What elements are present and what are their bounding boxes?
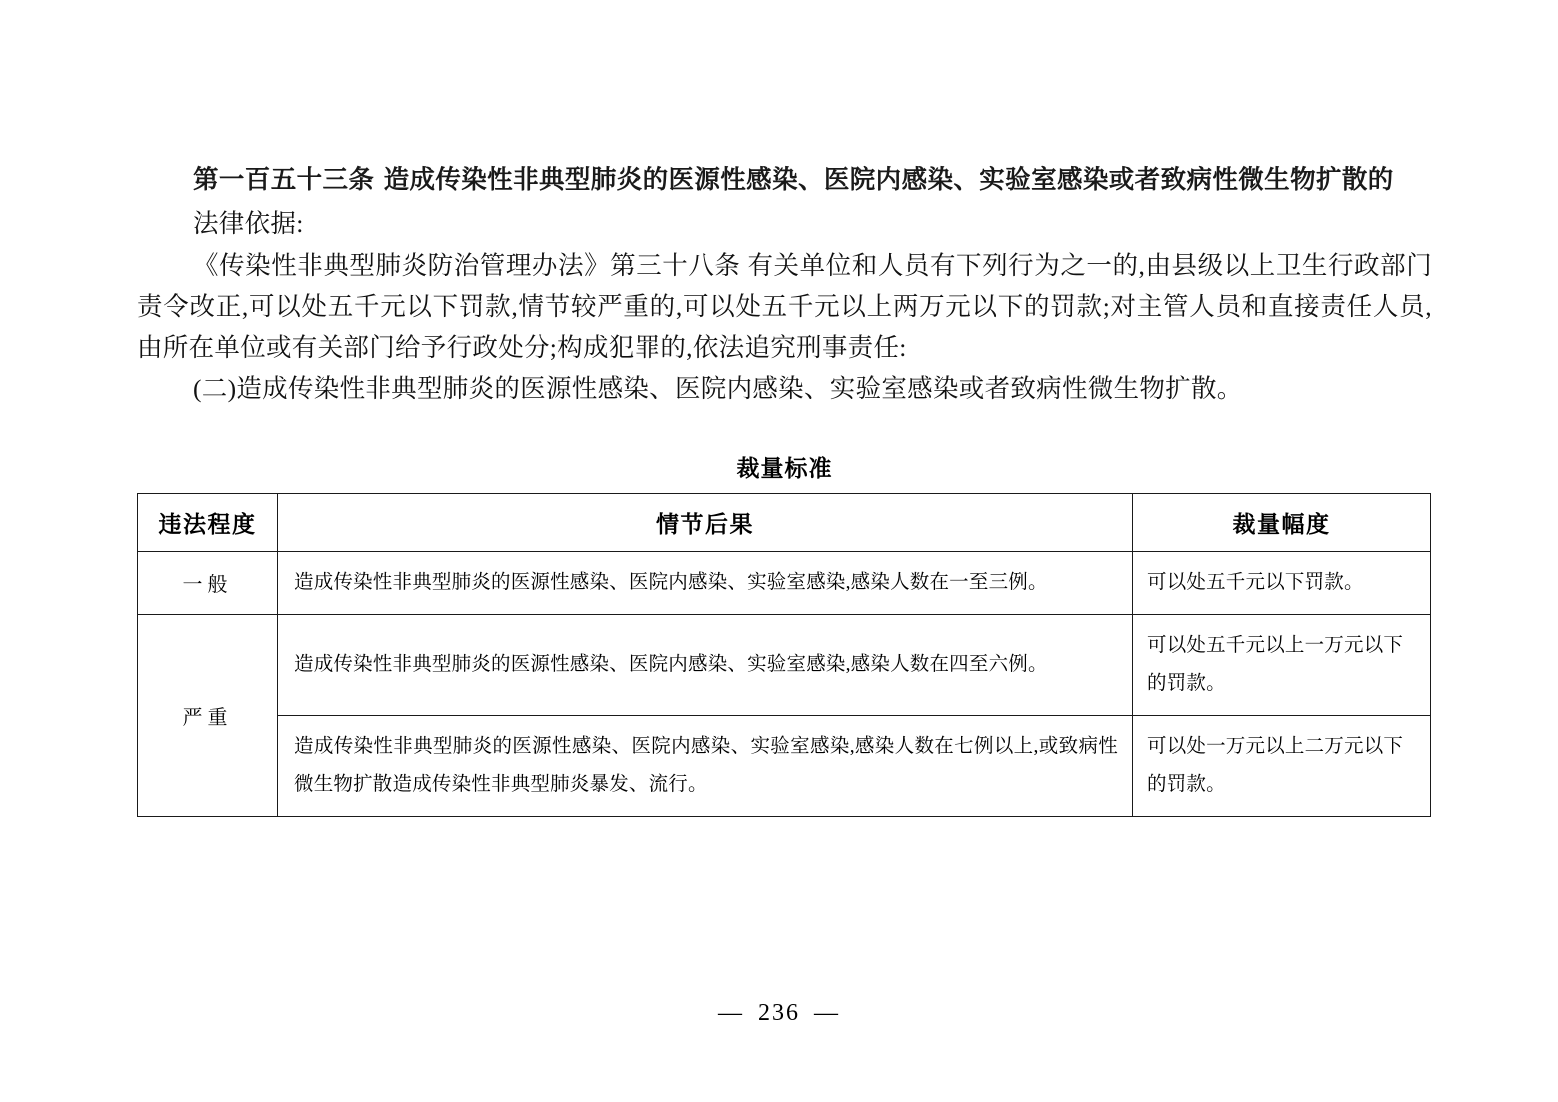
table-header-circumstance: 情节后果 bbox=[278, 493, 1133, 551]
table-header-range: 裁量幅度 bbox=[1133, 493, 1431, 551]
table-header-degree: 违法程度 bbox=[138, 493, 278, 551]
table-row bbox=[138, 715, 1431, 816]
cell-degree: 严重 bbox=[138, 614, 278, 816]
legal-basis-text: 《传染性非典型肺炎防治管理办法》第三十八条 有关单位和人员有下列行为之一的,由县级以上卫生行政部门责令改正,可以处五千元以下罚款,情节较严重的,可以处五千元以上两万元以下的罚款;对主管人员和直接责任人员,由所在单位或有关部门给予行政处分;构成犯罪的,依法追究刑事责任: bbox=[137, 250, 1432, 363]
legal-basis-label: 法律依据: bbox=[193, 209, 304, 239]
document-body bbox=[137, 160, 1432, 817]
legal-basis-item: (二)造成传染性非典型肺炎的医源性感染、医院内感染、实验室感染或者致病性微生物扩散。 bbox=[193, 374, 1243, 404]
table-row bbox=[138, 614, 1431, 715]
cell-degree: 一般 bbox=[138, 551, 278, 614]
footer-dash-left: — bbox=[718, 1000, 744, 1026]
cell-detail: 造成传染性非典型肺炎的医源性感染、医院内感染、实验室感染,感染人数在一至三例。 bbox=[278, 551, 1133, 614]
table-row bbox=[138, 551, 1431, 614]
cell-amount: 可以处五千元以下罚款。 bbox=[1133, 551, 1431, 614]
cell-detail: 造成传染性非典型肺炎的医源性感染、医院内感染、实验室感染,感染人数在四至六例。 bbox=[278, 614, 1133, 715]
article-heading: 第一百五十三条 造成传染性非典型肺炎的医源性感染、医院内感染、实验室感染或者致病性微生物扩散的 bbox=[193, 165, 1394, 195]
cell-detail: 造成传染性非典型肺炎的医源性感染、医院内感染、实验室感染,感染人数在七例以上,或致病性微生物扩散造成传染性非典型肺炎暴发、流行。 bbox=[278, 715, 1133, 816]
footer-dash-right: — bbox=[814, 1000, 840, 1026]
discretion-standard-table bbox=[137, 493, 1431, 817]
table-header-row bbox=[138, 493, 1431, 551]
page-footer bbox=[0, 1000, 1558, 1027]
cell-amount: 可以处一万元以上二万元以下的罚款。 bbox=[1133, 715, 1431, 816]
discretion-standard-title: 裁量标准 bbox=[736, 455, 833, 482]
page-number: 236 bbox=[758, 1000, 800, 1026]
cell-amount: 可以处五千元以上一万元以下的罚款。 bbox=[1133, 614, 1431, 715]
